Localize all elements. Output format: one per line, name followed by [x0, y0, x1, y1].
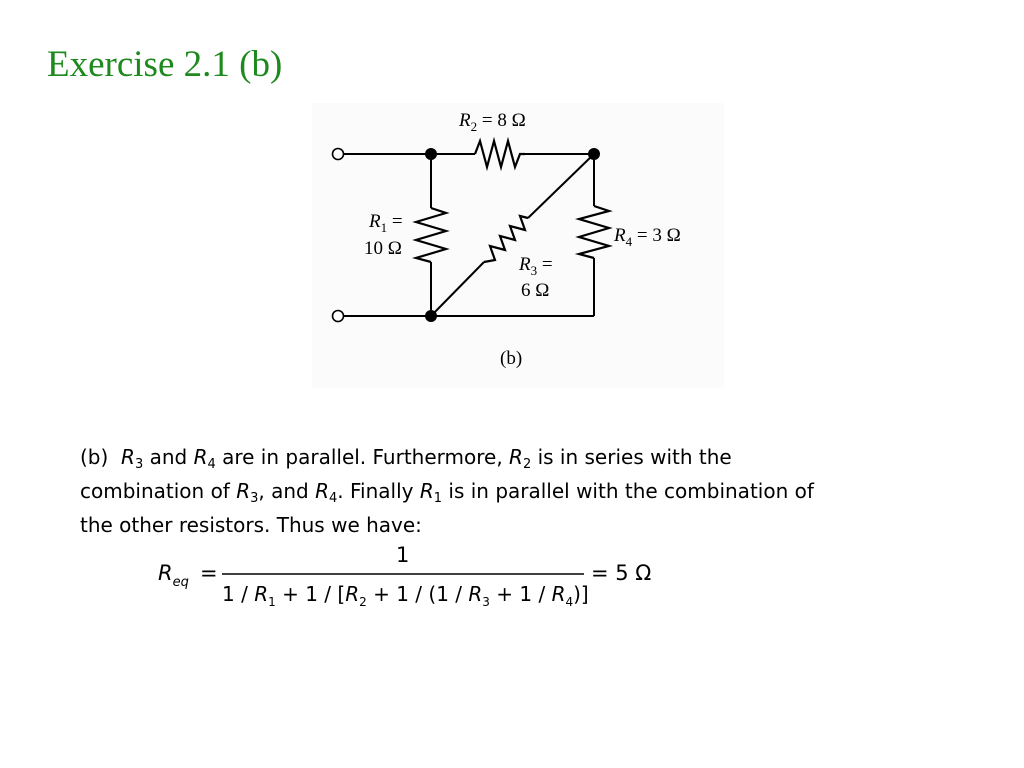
- equation-equals: =: [200, 561, 218, 585]
- equation-result: = 5 Ω: [591, 561, 652, 585]
- figure-caption: (b): [500, 348, 523, 369]
- solution-line-2: combination of $R_3$, and $R_4$. Finally $R_1$ is in parallel with the combination of: [80, 479, 814, 506]
- solution-line-1: (b) $R_3$ and $R_4$ are in parallel. Furthermore, $R_2$ is in series with the: [80, 445, 732, 472]
- label-r4: $R_4 = 3$ Ω: [614, 225, 681, 249]
- label-r3-value: 6 Ω: [521, 280, 550, 301]
- label-r1: $R_1$ =: [369, 211, 403, 235]
- equation-numerator: 1: [396, 543, 410, 567]
- equation-lhs: $R_{eq}$: [158, 561, 189, 590]
- label-r3: $R_3$ =: [519, 254, 553, 278]
- label-r1-value: 10 Ω: [364, 238, 402, 259]
- slide-title: Exercise 2.1 (b): [47, 44, 283, 85]
- solution-line-3: the other resistors. Thus we have:: [80, 513, 422, 537]
- label-r2: $R_2 = 8$ Ω: [459, 110, 526, 134]
- equation-denominator: $1 / R_1 + 1 / [R_2 + 1 / (1 / R_3 + 1 / R_4)]$: [222, 582, 589, 609]
